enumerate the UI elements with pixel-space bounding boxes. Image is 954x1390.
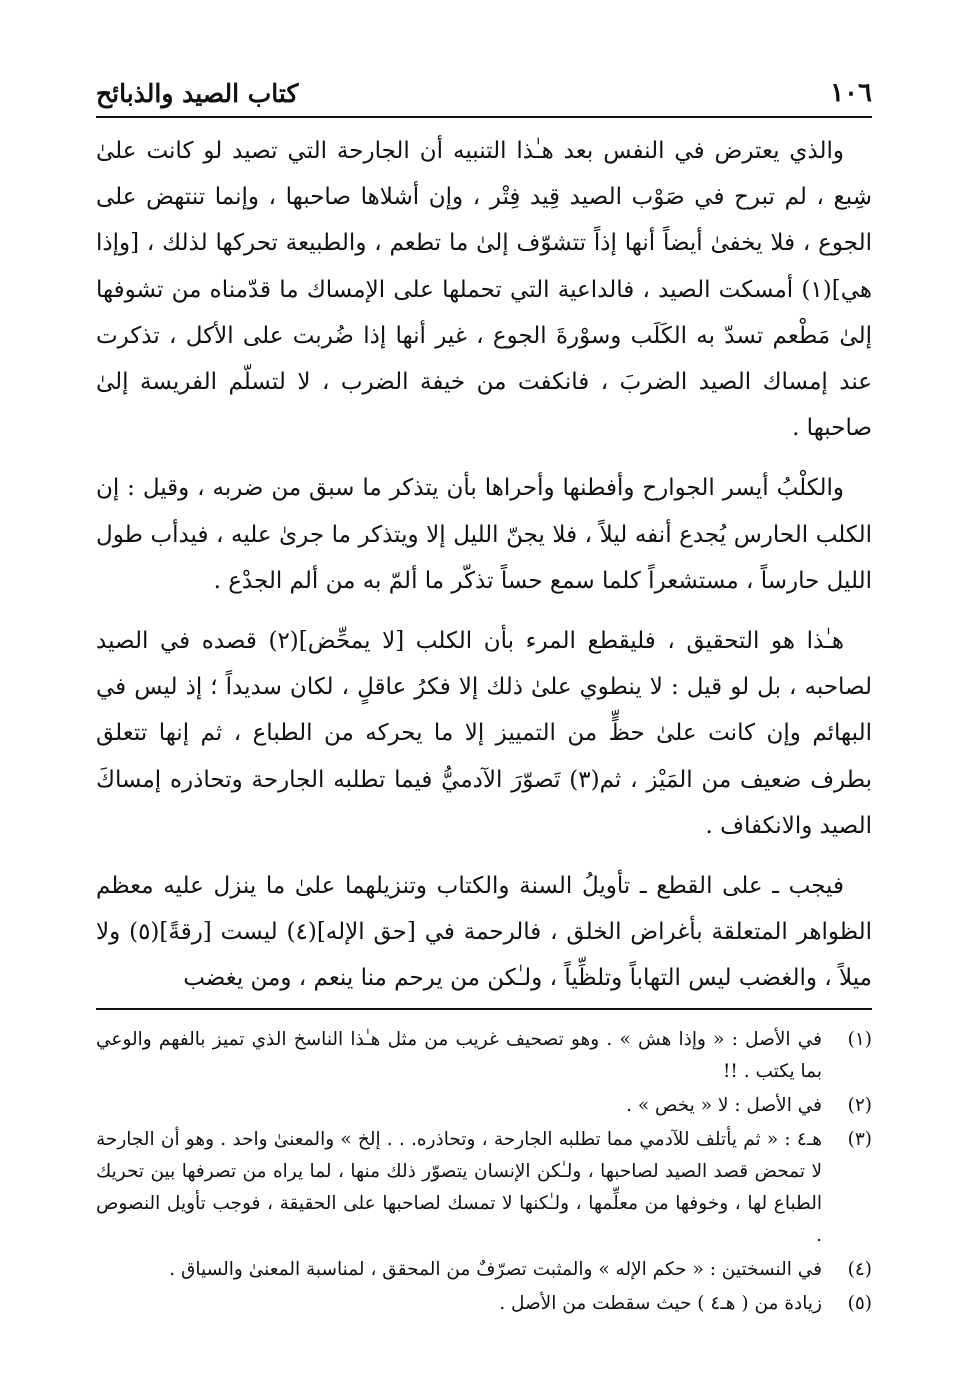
paragraph: هـٰذا هو التحقيق ، فليقطع المرء بأن الكلب [لا يمحِّض](٢) قصده في الصيد لصاحبه ، بل لو قيل : لا ينطوي علىٰ ذلك إلا فكرُ عاقلٍ ، لكان سديداً ؛ إذ ليس في البهائم وإن كانت علىٰ حظٍّ من التمييز إلا ما يحركه من الطباع ، ثم إنها تتعلق بطرف ضعيف من المَيْز ، ثم(٣) تَصوّرَ الآدميُّ فيما تطلبه الجارحة وتحاذره إمساكَ الصيد والانكفاف . (96, 628, 873, 839)
footnote (96, 1288, 872, 1320)
footnote (96, 1124, 872, 1252)
running-header (96, 70, 872, 118)
footnote-number: (٣) (847, 1128, 872, 1150)
paragraph: فيجب ـ على القطع ـ تأويلُ السنة والكتاب وتنزيلهما علىٰ ما ينزل عليه معظم الظواهر المتعلقة بأغراض الخلق ، فالرحمة في [حق الإله](٤) ليست [رقةً](٥) ولا ميلاً ، والغضب ليس التهاباً وتلظِّياً ، ولـٰكن من يرحم منا ينعم ، ومن يغضب (96, 873, 872, 992)
footnote (96, 1090, 872, 1122)
footnote-number: (٤) (847, 1258, 872, 1280)
footnote-text: في النسختين : « حكم الإله » والمثبت تصرّفٌ من المحقق ، لمناسبة المعنىٰ والسياق . (169, 1258, 822, 1280)
paragraph: والذي يعترض في النفس بعد هـٰذا التنبيه أن الجارحة التي تصيد لو كانت علىٰ شِبع ، لم تبرح في صَوْب الصيد قِيد فِتْر ، وإن أشلاها صاحبها ، وإنما تنتهض على الجوع ، فلا يخفىٰ أيضاً أنها إذاً تتشوّف إلىٰ ما تطعم ، والطبيعة تحركها لذلك ، [وإذا هي](١) أمسكت الصيد ، فالداعية التي تحملها على الإمساك ما قدّمناه من تشوفها إلىٰ مَطْعم تسدّ به الكَلَب وسوْرةَ الجوع ، غير أنها إذا ضُربت على الأكل ، تذكرت عند إمساك الصيد الضربَ ، فانكفت من خيفة الضرب ، لا لتسلّم الفريسة إلىٰ صاحبها . (96, 138, 872, 442)
footnote-separator (96, 1008, 872, 1010)
footnote-number: (٢) (847, 1094, 872, 1116)
footnote (96, 1254, 872, 1286)
book-title: كتاب الصيد والذبائح (96, 78, 299, 108)
page-number: ١٠٦ (830, 78, 872, 108)
footnote-text: في الأصل : « وإذا هش » . وهو تصحيف غريب من مثل هـٰذا الناسخ الذي تميز بالفهم والوعي بما يكتب . !! (96, 1028, 822, 1082)
footnote (96, 1024, 872, 1088)
paragraph: والكلْبُ أيسر الجوارح وأفطنها وأحراها بأن يتذكر ما سبق من ضربه ، وقيل : إن الكلب الحارس يُجدع أنفه ليلاً ، فلا يجنّ الليل إلا ويتذكر ما جرىٰ عليه ، فيدأب طول الليل حارساً ، مستشعراً كلما سمع حساً تذكّر ما ألمّ به من ألم الجدْع . (96, 475, 872, 594)
footnote-number: (٥) (847, 1292, 872, 1314)
footnote-number: (١) (847, 1028, 872, 1050)
main-text (96, 128, 872, 1002)
footnotes (96, 1024, 872, 1320)
footnote-text: زيادة من ( هـ٤ ) حيث سقطت من الأصل . (499, 1292, 822, 1314)
book-page (96, 70, 872, 1360)
footnote-text: هـ٤ : « ثم يأتلف للآدمي مما تطلبه الجارحة ، وتحاذره. . . إلخ » والمعنىٰ واحد . وهو أن الجارحة لا تمحض قصد الصيد لصاحبها ، ولـٰكن الإنسان يتصوّر ذلك منها ، لما يراه من تصرفها بين تحريك الطباع لها ، وخوفها من معلِّمها ، ولـٰكنها لا تمسك لصاحبها على الحقيقة ، فوجب تأويل النصوص . (96, 1128, 822, 1246)
footnote-text: في الأصل : لا « يخص » . (626, 1094, 822, 1116)
